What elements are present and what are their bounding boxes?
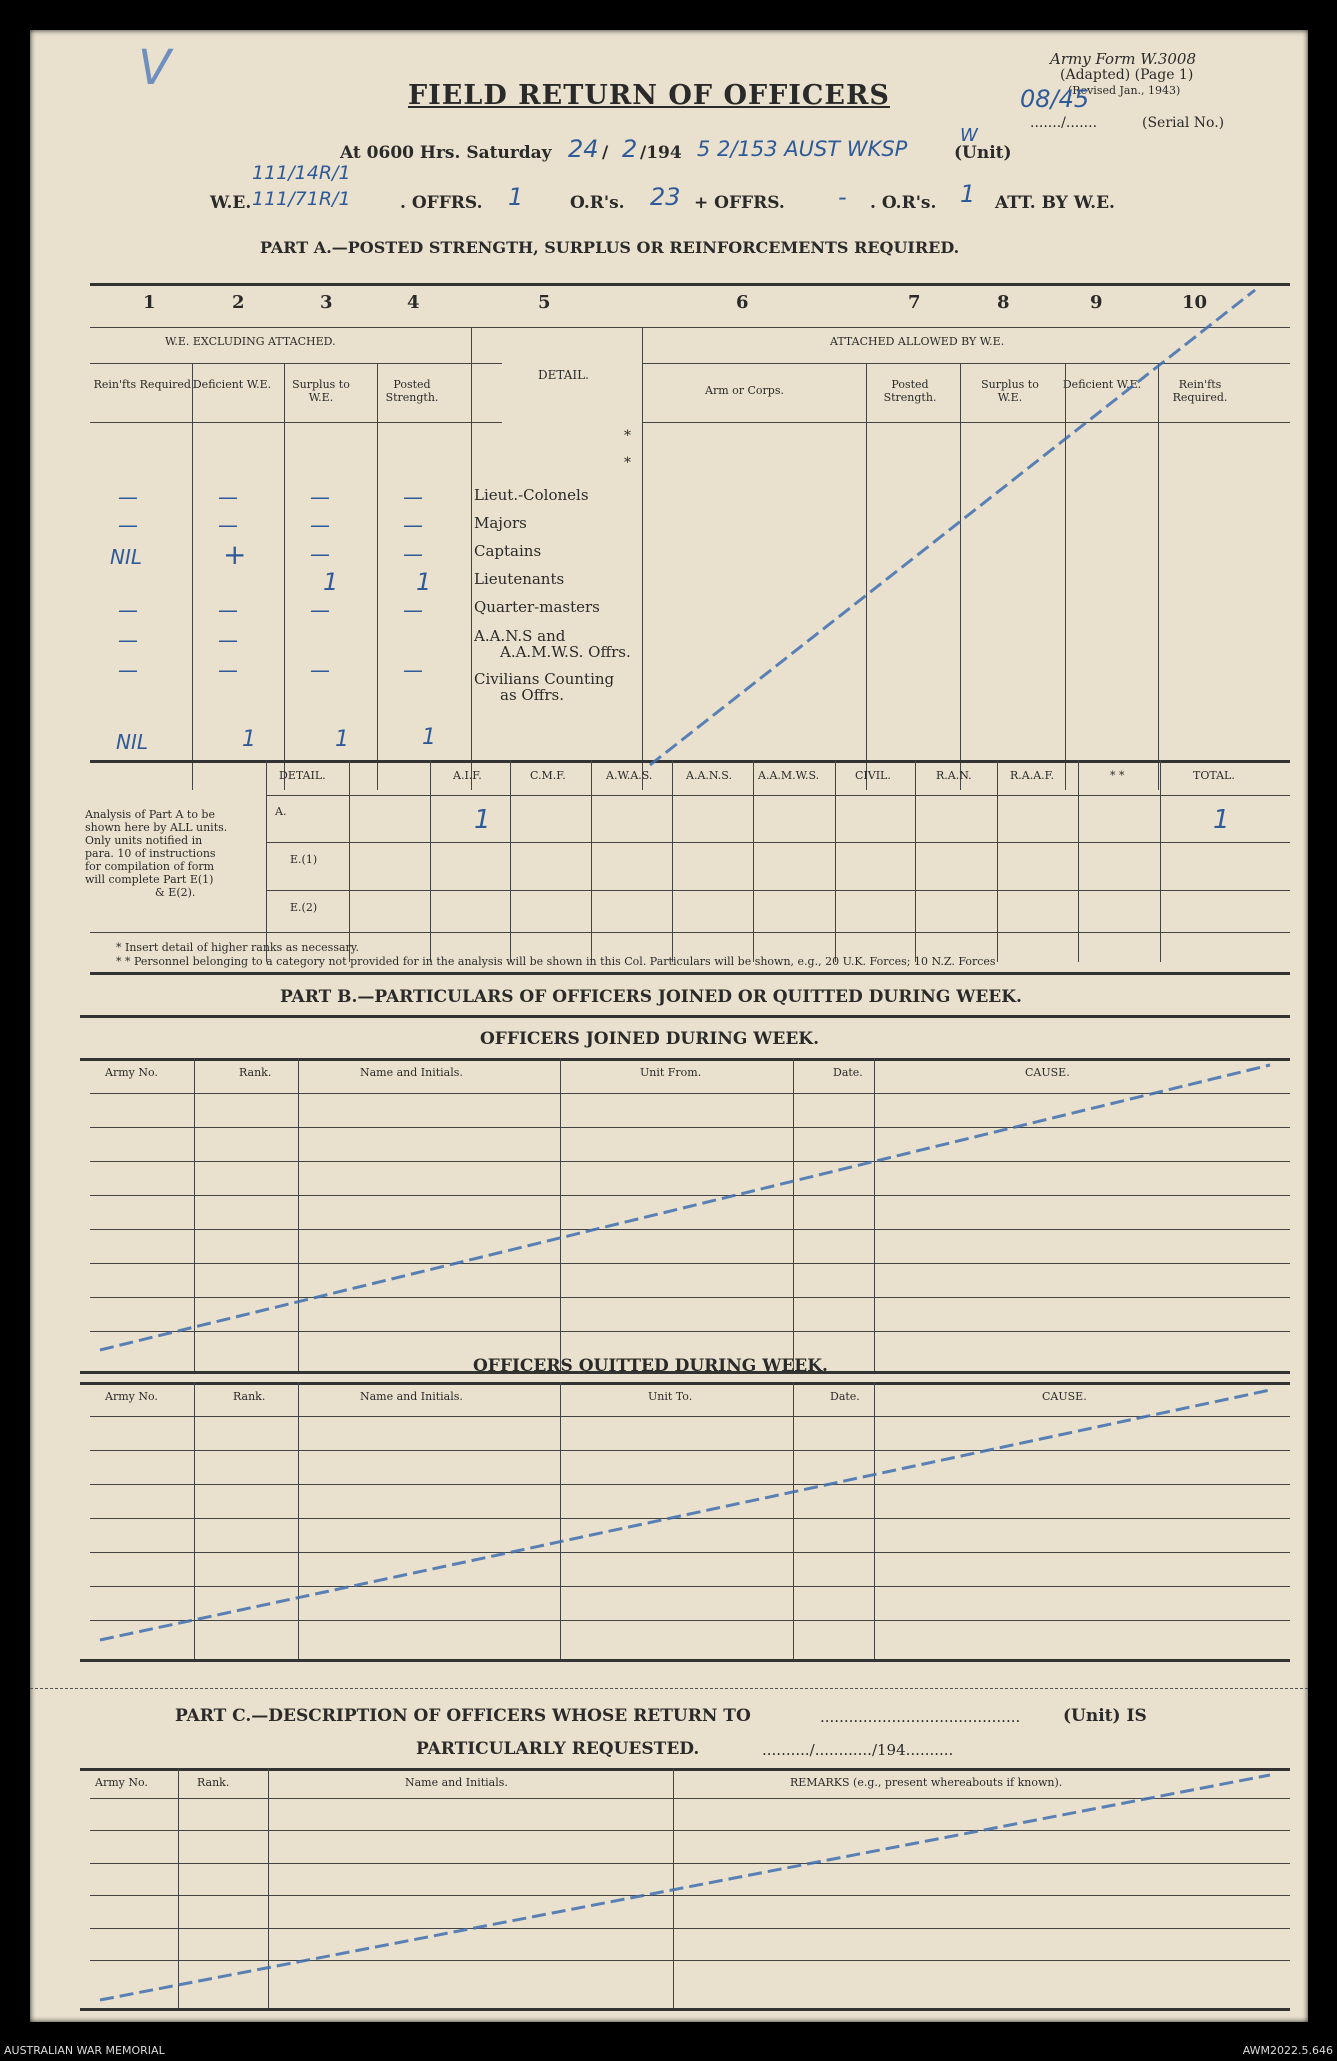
col-deficient-we: Deficient W.E. [192,378,272,391]
pen-strike-throughs [30,30,1308,2022]
col-number-1: 1 [143,292,156,313]
analysis-col-ran: R.A.N. [936,769,972,782]
strike-quitted [100,1390,1270,1640]
part-c-title-2: (Unit) IS [1063,1706,1147,1726]
part-c-col-army-no: Army No. [95,1776,148,1789]
analysis-col-awas: A.W.A.S. [606,769,653,782]
col-number-8: 8 [997,292,1010,313]
we-label: W.E. [210,193,252,213]
col-number-2: 2 [232,292,245,313]
analysis-note-4: para. 10 of instructions [85,847,216,860]
asterisk-2: * [624,455,631,471]
col-att-posted-strength: Posted Strength. [883,378,937,404]
hw-dash: — [310,485,330,509]
hw-one: 1 [335,727,349,752]
hw-one: 1 [242,727,256,752]
offrs-value: 1 [508,183,524,211]
part-c-col-name: Name and Initials. [405,1776,508,1789]
col-posted-strength: Posted Strength. [385,378,439,404]
hw-dash: — [118,513,138,537]
quitted-title: OFFICERS QUITTED DURING WEEK. [473,1356,828,1376]
strike-part-c [100,1775,1270,2000]
joined-col-rank: Rank. [239,1066,272,1079]
strike-part-a [650,290,1255,765]
analysis-note-7: & E(2). [155,886,196,899]
hw-dash: — [218,485,238,509]
form-id-line-2: (Adapted) (Page 1) [1060,67,1194,83]
hw-dash: — [310,598,330,622]
analysis-col-cmf: C.M.F. [530,769,566,782]
hw-aif-one: 1 [474,805,491,835]
form-id-line-3: (Revised Jan., 1943) [1068,84,1181,97]
strike-joined [100,1065,1270,1350]
group-attached-allowed: ATTACHED ALLOWED BY W.E. [830,335,1005,348]
hw-dash: — [310,658,330,682]
part-b-title: PART B.—PARTICULARS OF OFFICERS JOINED OR QUITTED DURING WEEK. [280,987,1022,1007]
unit-handwritten: 5 2/153 AUST WKSP [697,137,908,161]
hw-dash: — [310,513,330,537]
col-att-reinfts-required: Rein'fts Required. [1172,378,1228,404]
analysis-row-e2: E.(2) [290,901,318,914]
analysis-note-5: for compilation of form [85,860,215,873]
col-number-3: 3 [320,292,333,313]
hw-dash: — [118,485,138,509]
col-number-4: 4 [407,292,420,313]
col-arm-or-corps: Arm or Corps. [705,384,784,397]
hw-dash: — [118,598,138,622]
analysis-col-aif: A.I.F. [453,769,482,782]
hw-dash: — [403,658,423,682]
plus-offrs-label: + OFFRS. [694,193,785,213]
part-a-title: PART A.—POSTED STRENGTH, SURPLUS OR REINFORCEMENTS REQUIRED. [260,238,960,257]
quitted-col-date: Date. [830,1390,860,1403]
analysis-col-raaf: R.A.A.F. [1010,769,1055,782]
date-day: 24 [568,135,599,163]
hw-dash: — [403,542,423,566]
hw-dash: — [218,628,238,652]
rank-quarter-masters: Quarter-masters [474,598,600,616]
rank-aans-1: A.A.N.S and [474,627,566,645]
att-by-we-label: ATT. BY W.E. [995,193,1115,213]
analysis-detail-header: DETAIL. [279,769,326,782]
offrs-label: . OFFRS. [400,193,483,213]
part-c-col-remarks: REMARKS (e.g., present whereabouts if known). [790,1776,1063,1789]
detail-header: DETAIL. [538,368,589,382]
analysis-note-3: Only units notified in [85,834,203,847]
rank-majors: Majors [474,514,527,532]
analysis-note-1: Analysis of Part A to be [85,808,215,821]
joined-col-name: Name and Initials. [360,1066,463,1079]
att-offrs-value: - [838,183,847,211]
part-c-col-rank: Rank. [197,1776,230,1789]
hw-dash: — [218,598,238,622]
we-ref2-handwritten: 111/71R/1 [252,188,351,210]
analysis-col-total: TOTAL. [1193,769,1235,782]
hw-one: 1 [416,568,432,596]
footnote-1: * Insert detail of higher ranks as necessary. [116,941,360,954]
col-number-7: 7 [908,292,921,313]
footer-right: AWM2022.5.646 [1242,2044,1333,2057]
analysis-col-aamws: A.A.M.W.S. [758,769,820,782]
hw-dash: — [403,485,423,509]
hw-dash: — [118,658,138,682]
hw-dash: — [403,598,423,622]
hw-dash: — [218,513,238,537]
analysis-note-2: shown here by ALL units. [85,821,228,834]
col-att-surplus-we: Surplus to W.E. [981,378,1039,404]
quitted-col-army-no: Army No. [105,1390,158,1403]
rank-lieut-colonels: Lieut.-Colonels [474,486,589,504]
form-id-line-1: Army Form W.3008 [1050,50,1196,68]
hw-dash: — [218,658,238,682]
ors2-label: . O.R's. [870,193,937,213]
col-number-6: 6 [736,292,749,313]
serial-dots: ......./....... [1030,115,1098,131]
we-ref-handwritten: 111/14R/1 [252,162,351,184]
joined-col-date: Date. [833,1066,863,1079]
col-number-10: 10 [1182,292,1208,313]
hw-plus: + [223,538,247,571]
hw-dash: — [310,542,330,566]
asterisk-1: * [624,428,631,444]
col-reinfts-required: Rein'fts Required. [93,378,195,391]
date-month: 2 [622,135,638,163]
joined-col-unit-from: Unit From. [640,1066,702,1079]
col-number-5: 5 [538,292,551,313]
rank-lieutenants: Lieutenants [474,570,565,588]
footer-left: AUSTRALIAN WAR MEMORIAL [4,2044,165,2057]
serial-handwritten: 08/45 [1020,85,1090,113]
hw-total-one: 1 [1213,805,1230,835]
part-c-title-1: PART C.—DESCRIPTION OF OFFICERS WHOSE RETURN TO [175,1706,751,1726]
att-ors-value: 1 [960,180,976,208]
ors-label: O.R's. [570,193,625,213]
hw-one: 1 [323,568,339,596]
quitted-col-cause: CAUSE. [1042,1390,1087,1403]
serial-label: (Serial No.) [1142,115,1225,131]
hw-one: 1 [422,725,436,750]
analysis-row-a: A. [275,805,287,818]
footnote-2: * * Personnel belonging to a category not provided for in the analysis will be shown in this Col. Particulars will be shown, e.g., 20 U.K. Forces; 10 N.Z. Forces [116,955,996,968]
analysis-col-aans: A.A.N.S. [686,769,732,782]
rank-civilians-2: as Offrs. [500,686,564,704]
unit-label: (Unit) [954,143,1012,163]
group-we-excluding: W.E. EXCLUDING ATTACHED. [165,335,336,348]
rank-civilians-1: Civilians Counting [474,670,615,688]
joined-col-cause: CAUSE. [1025,1066,1070,1079]
unit-suffix-handwritten: W [960,125,978,146]
hw-nil: NIL [110,545,143,569]
form-title: FIELD RETURN OF OFFICERS [408,80,890,111]
analysis-col-other: * * [1110,769,1125,782]
hw-total-nil: NIL [116,730,149,754]
rank-aans-2: A.A.M.W.S. Offrs. [500,643,631,661]
analysis-col-civil: CIVIL. [855,769,891,782]
quitted-col-name: Name and Initials. [360,1390,463,1403]
col-number-9: 9 [1090,292,1103,313]
form-paper [30,30,1308,2022]
date-sep-2: /194 [640,143,682,163]
part-c-title-3: PARTICULARLY REQUESTED. [416,1739,700,1759]
quitted-col-unit-to: Unit To. [648,1390,693,1403]
part-c-unit-dots: .......................................... [820,1708,1021,1726]
analysis-note-6: will complete Part E(1) [85,873,214,886]
part-c-date-dots: ........../............/194.......... [762,1741,954,1759]
col-att-deficient-we: Deficient W.E. [1062,378,1142,391]
rank-captains: Captains [474,542,542,560]
ors-value: 23 [650,183,681,211]
date-sep-1: / [602,143,609,163]
hw-dash: — [403,513,423,537]
at-hours-label: At 0600 Hrs. Saturday [340,143,552,163]
hw-dash: — [118,628,138,652]
quitted-col-rank: Rank. [233,1390,266,1403]
analysis-row-e1: E.(1) [290,853,318,866]
joined-title: OFFICERS JOINED DURING WEEK. [480,1029,819,1049]
col-surplus-we: Surplus to W.E. [292,378,350,404]
joined-col-army-no: Army No. [105,1066,158,1079]
margin-check-mark: V [138,40,171,96]
